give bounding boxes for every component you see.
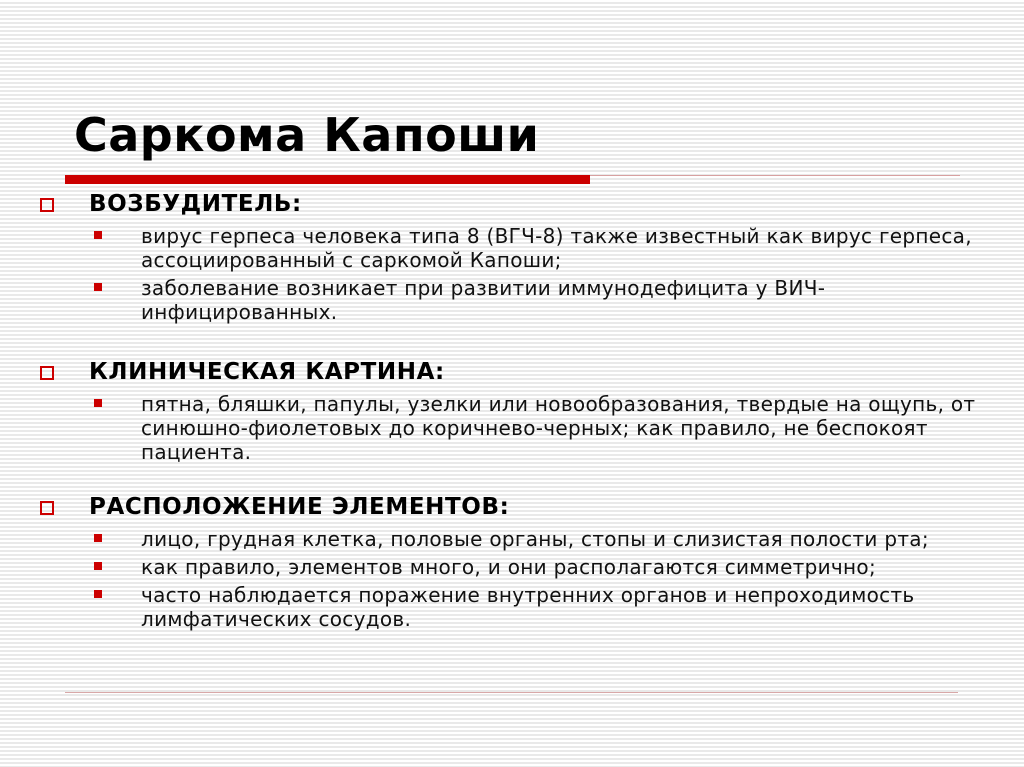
section-heading: ВОЗБУДИТЕЛЬ: [89, 191, 302, 217]
section-element-location [40, 493, 1000, 635]
list-item-text: как правило, элементов много, и они располагаются симметрично; [141, 555, 876, 579]
filled-square-icon [94, 534, 102, 542]
list-item-text: лицо, грудная клетка, половые органы, стопы и слизистая полости рта; [141, 527, 929, 551]
filled-square-icon [94, 590, 102, 598]
section-header [40, 190, 1000, 224]
hollow-square-icon [40, 501, 54, 515]
filled-square-icon [94, 283, 102, 291]
list-item-text: пятна, бляшки, папулы, узелки или новообразования, твердые на ощупь, от синюшно-фиолетовых до коричнево-черных; как правило, не беспокоят пациента. [141, 392, 976, 464]
section-header [40, 358, 1000, 392]
filled-square-icon [94, 399, 102, 407]
section-pathogen [40, 190, 1000, 328]
list-item-text: вирус герпеса человека типа 8 (ВГЧ-8) также известный как вирус герпеса, ассоциированный с саркомой Капоши; [141, 224, 972, 272]
list-item [40, 555, 1000, 579]
section-heading: КЛИНИЧЕСКАЯ КАРТИНА: [89, 359, 445, 385]
section-clinical-picture [40, 358, 1000, 468]
hollow-square-icon [40, 366, 54, 380]
section-header [40, 493, 1000, 527]
list-item [40, 392, 1000, 464]
bottom-divider [65, 692, 958, 693]
list-item-text: заболевание возникает при развитии иммунодефицита у ВИЧ-инфицированных. [141, 276, 826, 324]
list-item-text: часто наблюдается поражение внутренних органов и непроходимость лимфатических сосудов. [141, 583, 915, 631]
hollow-square-icon [40, 198, 54, 212]
bullet-list [40, 527, 1000, 631]
list-item [40, 583, 1000, 631]
list-item [40, 224, 1000, 272]
section-heading: РАСПОЛОЖЕНИЕ ЭЛЕМЕНТОВ: [89, 494, 510, 520]
filled-square-icon [94, 562, 102, 570]
bullet-list [40, 392, 1000, 464]
title-underline-thick [65, 175, 590, 184]
title-underline-thin [590, 175, 960, 176]
bullet-list [40, 224, 1000, 324]
list-item [40, 527, 1000, 551]
filled-square-icon [94, 231, 102, 239]
list-item [40, 276, 1000, 324]
slide-title: Саркома Капоши [74, 108, 540, 162]
